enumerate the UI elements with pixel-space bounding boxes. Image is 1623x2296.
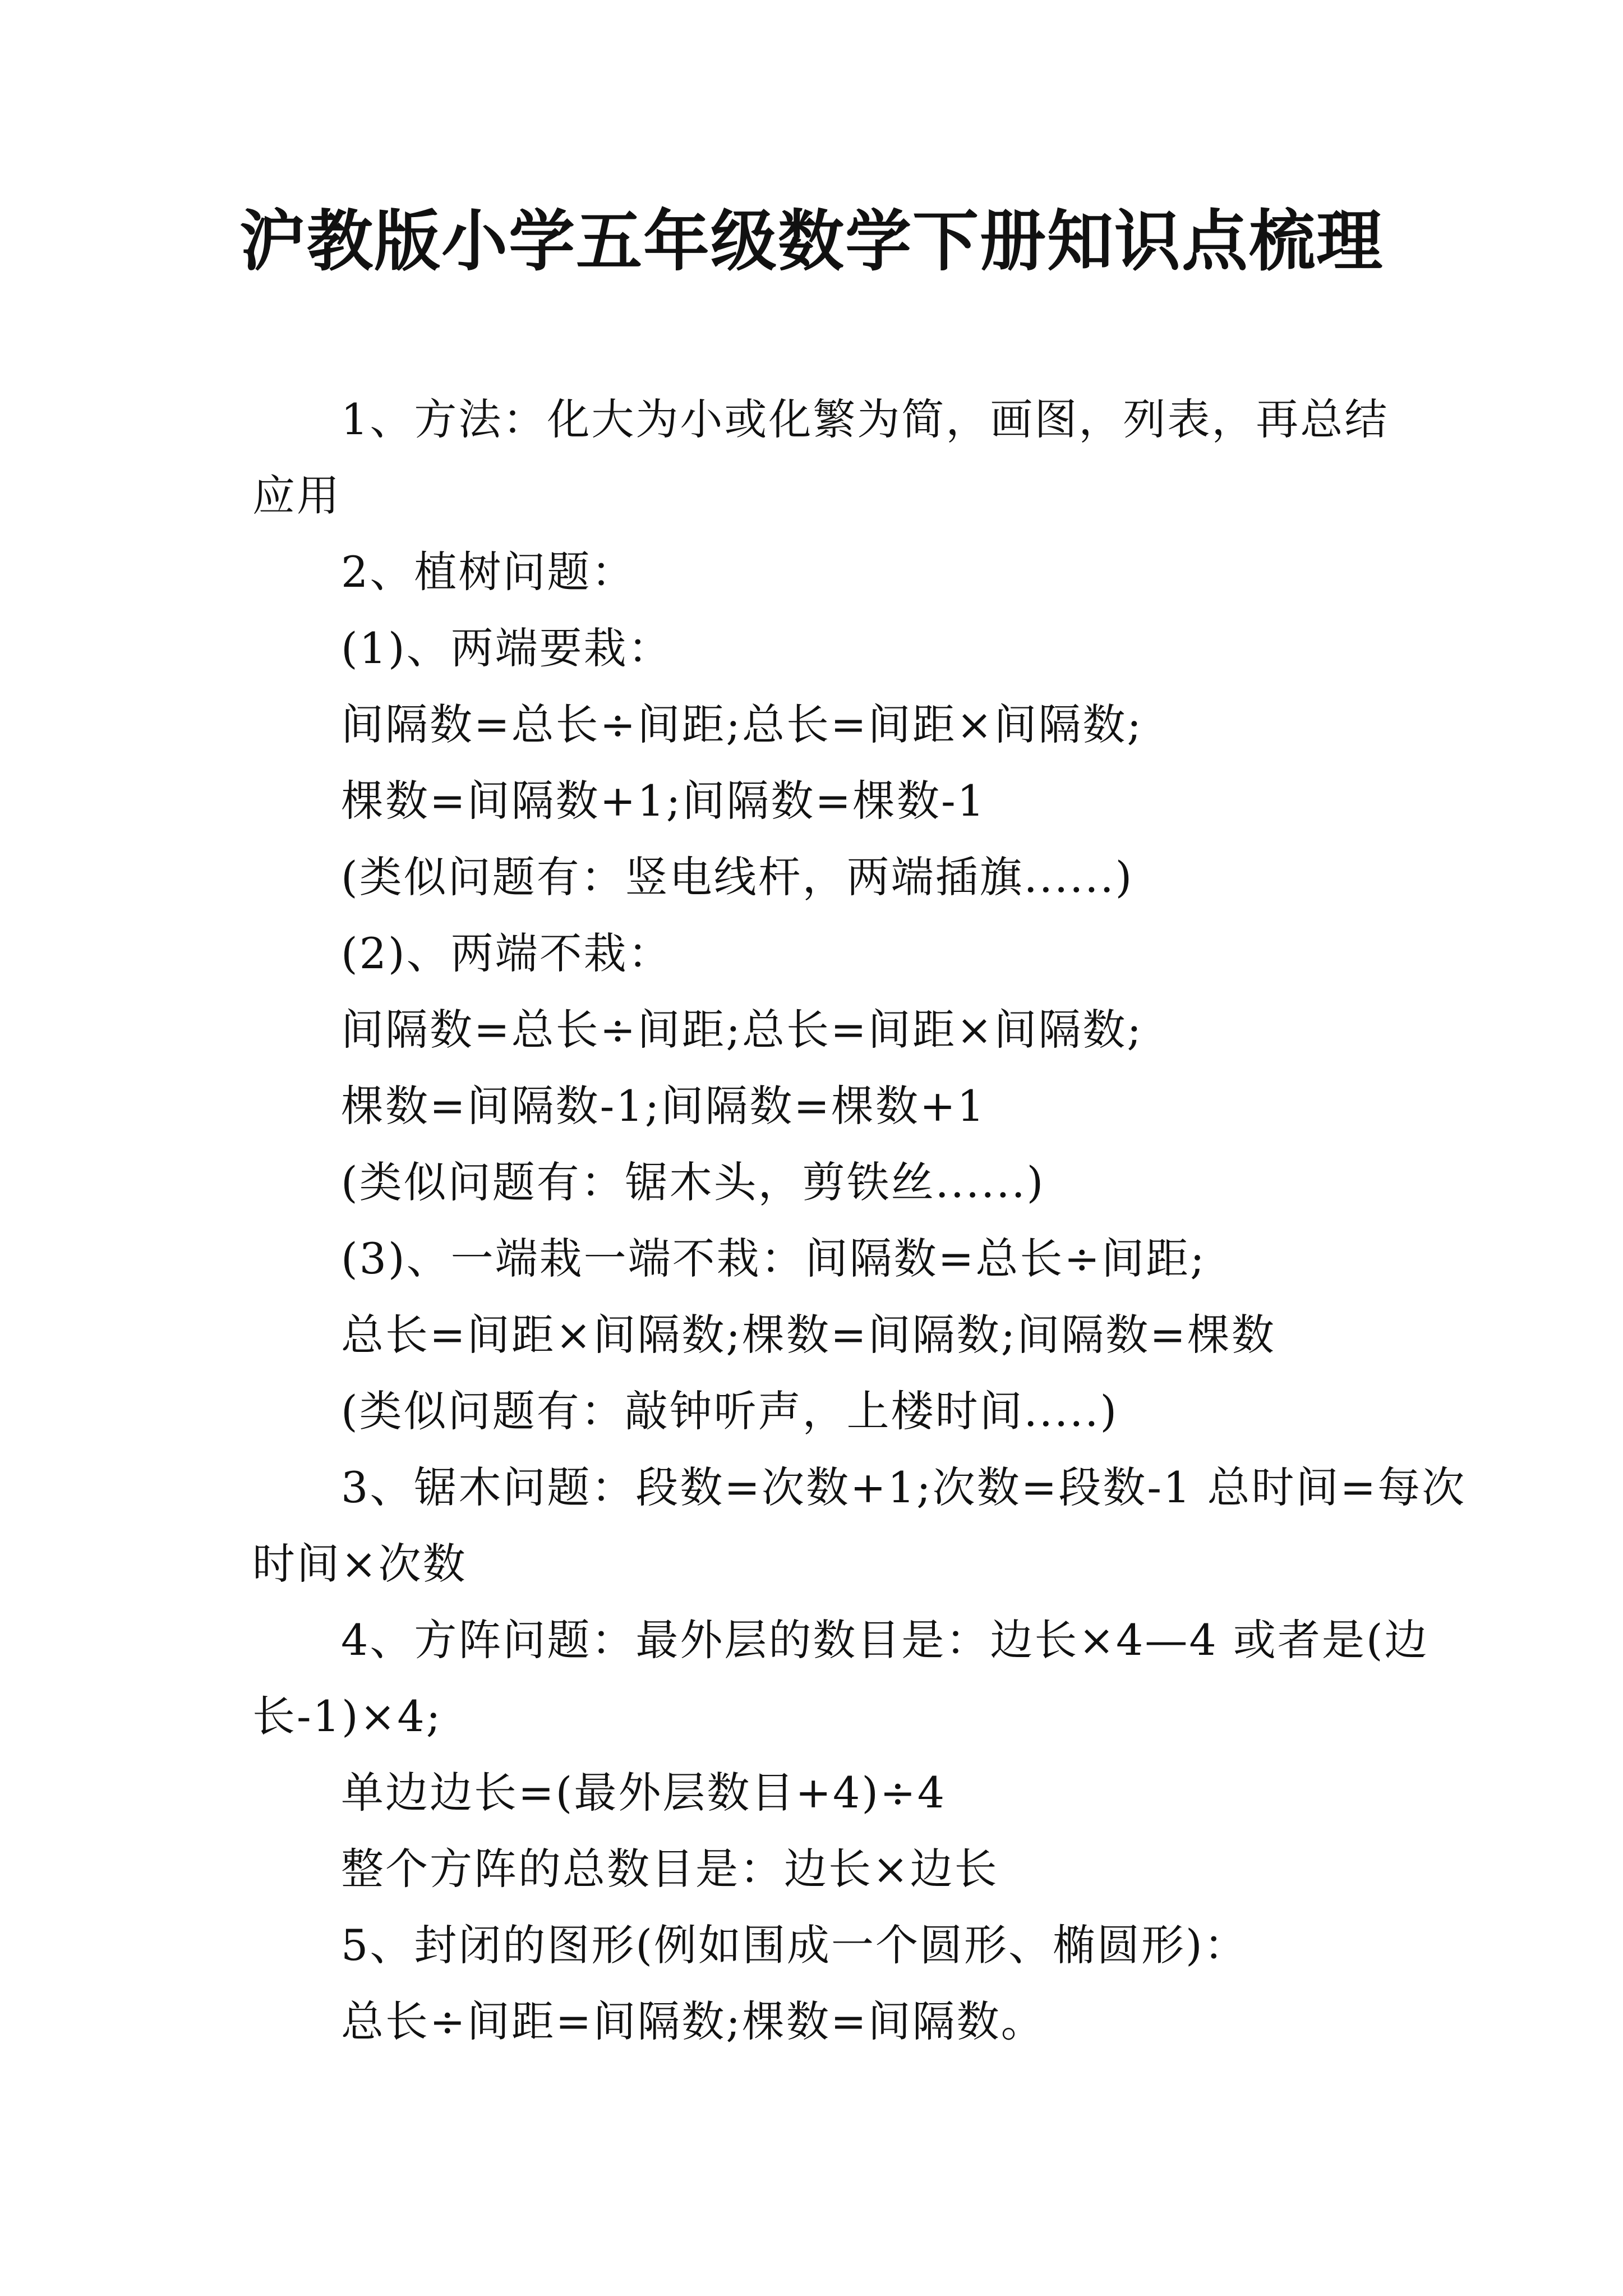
paragraph-line: 棵数=间隔数+1;间隔数=棵数-1 xyxy=(341,776,986,826)
paragraph-line: (1)、两端要栽： xyxy=(341,623,672,673)
paragraph-line: 2、植树问题： xyxy=(341,547,636,597)
paragraph-line: 棵数=间隔数-1;间隔数=棵数+1 xyxy=(341,1081,986,1131)
paragraph-line: 总长=间距×间隔数;棵数=间隔数;间隔数=棵数 xyxy=(341,1310,1276,1360)
paragraph-line: 间隔数=总长÷间距;总长=间距×间隔数; xyxy=(341,700,1143,749)
paragraph-line: 单边边长=(最外层数目+4)÷4 xyxy=(341,1768,947,1818)
paragraph-line: (类似问题有：锯木头，剪铁丝......) xyxy=(341,1157,1045,1207)
paragraph-line: 长-1)×4; xyxy=(252,1691,442,1741)
paragraph-line: 3、锯木问题：段数=次数+1;次数=段数-1 总时间=每次 xyxy=(341,1462,1467,1512)
paragraph-line: 间隔数=总长÷间距;总长=间距×间隔数; xyxy=(341,1005,1143,1055)
paragraph-line: 应用 xyxy=(252,471,341,521)
paragraph-line: (类似问题有：敲钟听声，上楼时间.....) xyxy=(341,1386,1119,1436)
document-title: 沪教版小学五年级数学下册知识点梳理 xyxy=(239,202,1384,280)
paragraph-line: (2)、两端不栽： xyxy=(341,928,672,978)
paragraph-line: 1、方法：化大为小或化繁为简，画图，列表，再总结 xyxy=(341,394,1389,444)
paragraph-line: (3)、一端栽一端不栽：间隔数=总长÷间距; xyxy=(341,1234,1206,1283)
paragraph-line: 5、封闭的图形(例如围成一个圆形、椭圆形)： xyxy=(341,1920,1248,1970)
paragraph-line: 整个方阵的总数目是：边长×边长 xyxy=(341,1844,999,1894)
paragraph-line: 4、方阵问题：最外层的数目是：边长×4—4 或者是(边 xyxy=(341,1615,1429,1665)
paragraph-line: (类似问题有：竖电线杆，两端插旗......) xyxy=(341,852,1134,902)
document-body xyxy=(252,381,1467,2060)
paragraph-line: 总长÷间距=间隔数;棵数=间隔数。 xyxy=(341,1996,1045,2046)
paragraph-line: 时间×次数 xyxy=(252,1539,467,1589)
